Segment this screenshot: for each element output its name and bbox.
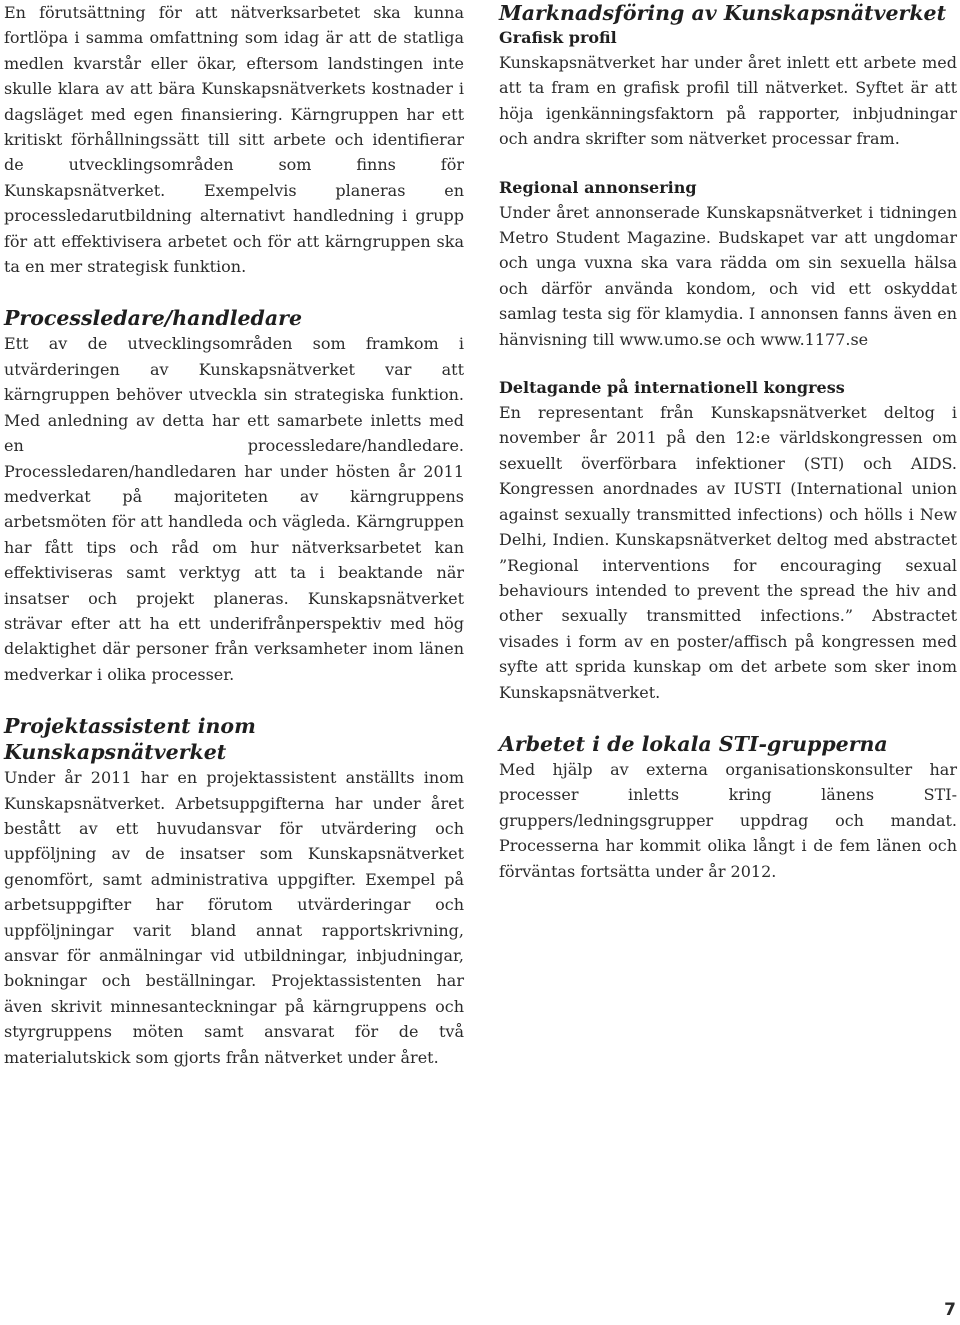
body-grafisk-profil: Kunskapsnätverket har under året inlett ett arbete med att ta fram en grafisk profil till nätverket. Syftet är att höja igenkänningsfaktorn på rapporter, inbjudningar och andra skrifter som nätverket processar fram. [499, 53, 957, 149]
section-body-projektassistent: Under år 2011 har en projektassistent anställts inom Kunskapsnätverket. Arbetsuppgifterna har under året bestått av ett huvudansvar för utvärdering och uppföljning av de insatser som Kunskapsnätverket genomfört, samt administrativa uppgifter. Exempel på arbetsuppgifter har förutom utvärderingar och uppföljningar varit bland annat rapportskrivning, ansvar för anmälningar vid utbildningar, inbjudningar, bokningar och beställningar. Projektassistenten har även skrivit minnesanteckningar på kärngruppens och styrgruppens möten samt ansvarat för de två materialutskick som gjorts från nätverket under året. [4, 768, 464, 1067]
subheading-regional-annonsering: Regional annonsering [499, 177, 697, 197]
section-heading-processledare: Processledare/handledare [4, 306, 302, 331]
page-number: 7 [944, 1300, 956, 1320]
subheading-grafisk-profil: Grafisk profil [499, 28, 617, 47]
section-body-sti-grupper: Med hjälp av externa organisationskonsulter har processer inletts kring länens STI-gruppers/ledningsgrupper uppdrag och mandat. Processerna har kommit olika långt i de fem länen och förväntas fortsätta under år 2012. [499, 759, 957, 881]
right-column [499, 0, 957, 884]
body-regional-annonsering: Under året annonserade Kunskapsnätverket i tidningen Metro Student Magazine. Budskapet var att ungdomar och unga vuxna ska vara rädda om sin sexuella hälsa och därför använda kondom, och vid ett oskyddat samlag testa sig för klamydia. I annonsen fanns även en hänvisning till www.umo.se och www.1177.se [499, 202, 957, 349]
section-heading-projektassistent: Projektassistent inom Kunskapsnätverket [4, 714, 256, 765]
section-heading-sti-grupper: Arbetet i de lokala STI-grupperna [499, 731, 888, 756]
subheading-internationell-kongress: Deltagande på internationell kongress [499, 378, 845, 398]
intro-paragraph: En förutsättning för att nätverksarbetet ska kunna fortlöpa i samma omfattning som idag är att de statliga medlen kvarstår eller ökar, eftersom landstingen inte skulle klara av att bära Kunskapsnätverkets kostnader i dagsläget med egen finansiering. Kärngruppen har ett kritiskt förhållningssätt till sitt arbete och identifierar de utvecklingsområden som finns för Kunskapsnätverket. Exempelvis planeras en processledarutbildning alternativt handledning i grupp för att effektivisera arbetet och för att kärngruppen ska ta en mer strategisk funktion. [4, 3, 464, 277]
section-heading-marknadsforing: Marknadsföring av Kunskapsnätverket [499, 1, 947, 25]
body-internationell-kongress: En representant från Kunskapsnätverket deltog i november år 2011 på den 12:e världskongressen om sexuellt överförbara infektioner (STI) och AIDS. Kongressen anordnades av IUSTI (International union against sexually transmitted infections) och hölls i New Delhi, Indien. Kunskapsnätverket deltog med abstractet ”Regional interventions for encouraging sexual behaviours intended to prevent the spread the hiv and other sexually transmitted infections.” Abstractet visades i form av en poster/affisch på kongressen med syfte att sprida kunskap om det arbete som sker inom Kunskapsnätverket. [499, 403, 957, 702]
left-column [4, 0, 464, 1070]
section-body-processledare: Ett av de utvecklingsområden som framkom i utvärderingen av Kunskapsnätverket var att kärngruppen behöver utveckla sin strategiska funktion. Med anledning av detta har ett samarbete inletts med en processledare/handledare. Processledaren/handledaren har under hösten år 2011 medverkat på majoriteten av kärngruppens arbetsmöten för att handleda och vägleda. Kärngruppen har fått tips och råd om hur nätverksarbetet kan effektiviseras samt verktyg att ta i beaktande när insatser och projekt planeras. Kunskapsnätverket strävar efter att ha ett underifrånperspektiv med hög delaktighet där personer från verksamheter inom länen medverkar i olika processer. [4, 334, 464, 684]
